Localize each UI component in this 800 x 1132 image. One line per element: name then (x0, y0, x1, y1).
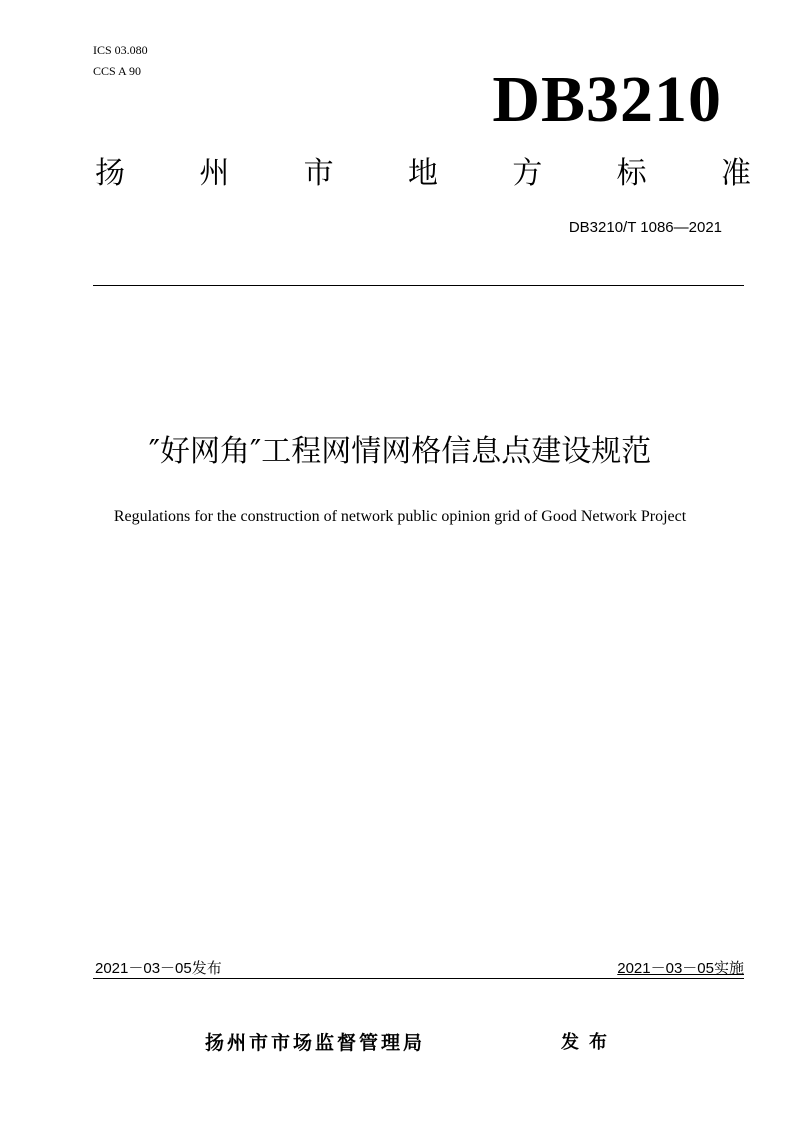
standard-type-char: 州 (199, 156, 230, 191)
ccs-code: CCS A 90 (93, 64, 142, 78)
footer-divider (93, 978, 744, 979)
standard-type-heading (95, 152, 751, 196)
standard-type-char: 标 (616, 156, 647, 191)
issuing-authority: 扬州市市场监督管理局 (205, 1032, 426, 1054)
standard-type-char: 扬 (95, 156, 125, 191)
document-title-chinese: ″好网角″工程网情网格信息点建设规范 (148, 434, 652, 469)
document-title-english: Regulations for the construction of network public opinion grid of Good Network Project (113, 508, 687, 525)
ics-code: ICS 03.080 (93, 43, 148, 57)
standard-number: DB3210/T 1086—2021 (568, 219, 722, 236)
standard-type-char: 方 (512, 156, 543, 191)
standard-mark: DB3210 (492, 63, 722, 136)
classification-codes (93, 40, 148, 82)
issue-label: 发布 (561, 1032, 617, 1053)
header-divider (93, 285, 744, 286)
standard-type-char: 市 (303, 156, 334, 191)
standard-type-char: 地 (407, 156, 438, 191)
standard-type-char: 准 (720, 156, 751, 191)
implementation-date: 2021－03－05实施 (617, 960, 744, 977)
issue-date: 2021－03－05发布 (95, 960, 222, 977)
